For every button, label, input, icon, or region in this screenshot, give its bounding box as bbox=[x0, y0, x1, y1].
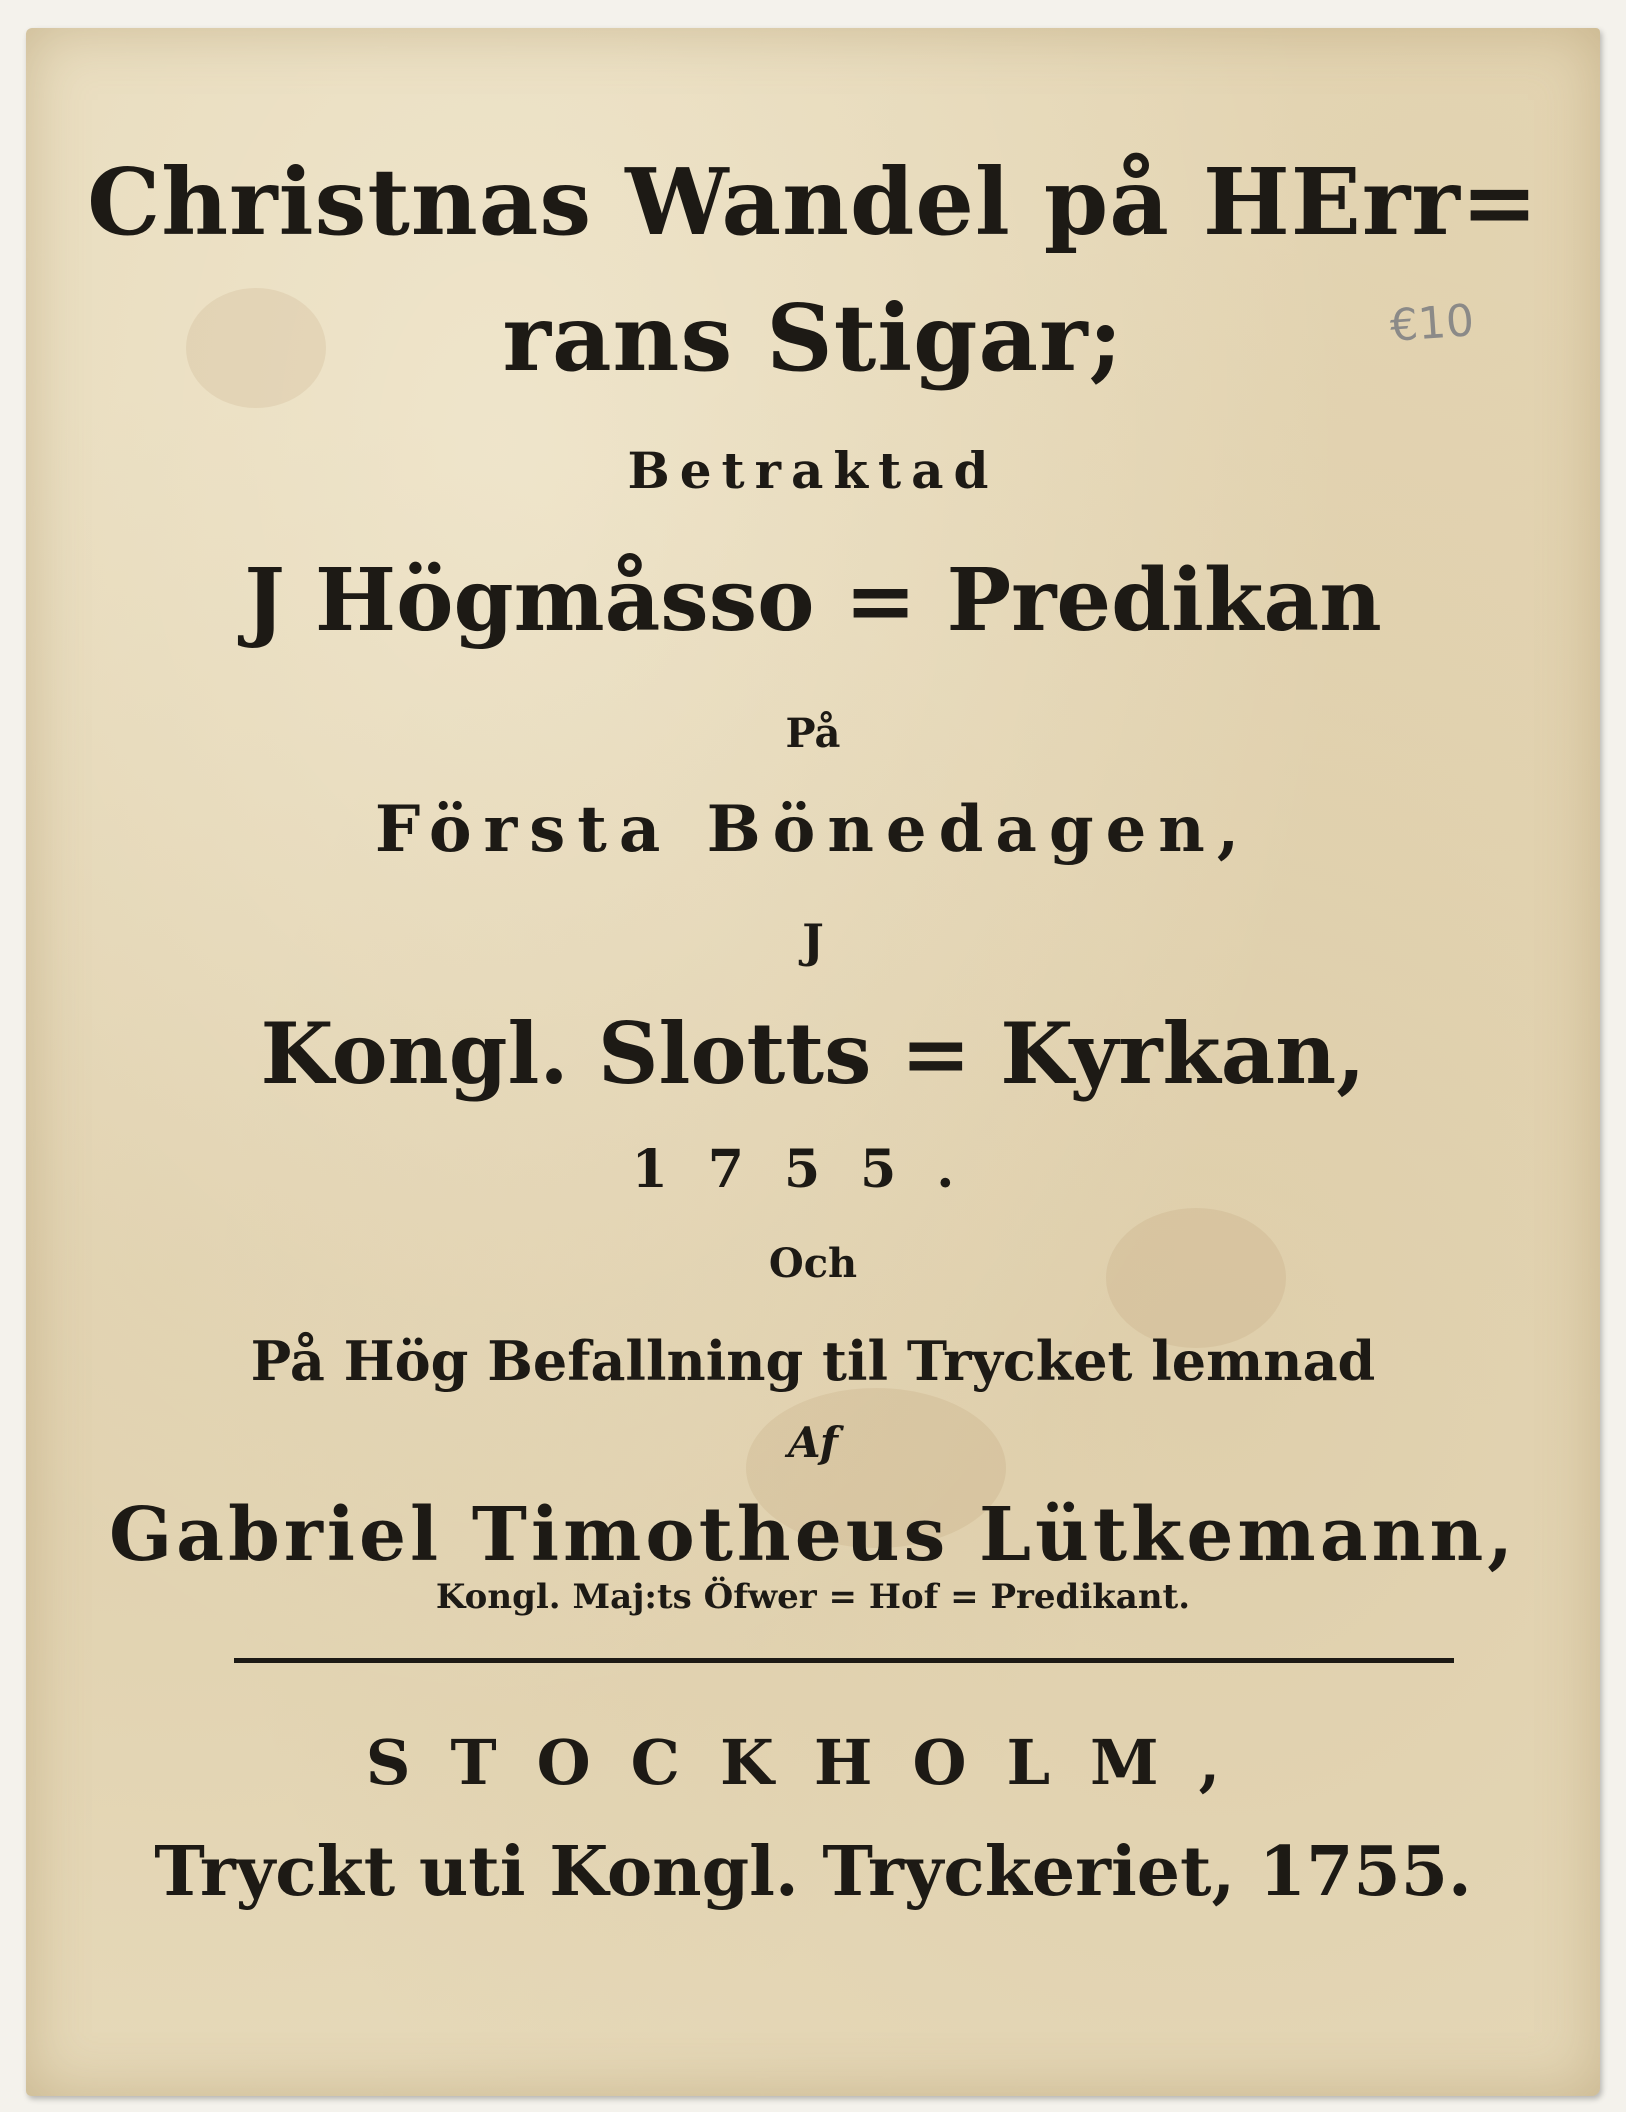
on-line: På bbox=[785, 710, 841, 757]
title-page bbox=[26, 28, 1600, 2096]
subtitle-betraktad: Betraktad bbox=[627, 441, 999, 500]
in-line: J bbox=[802, 914, 824, 968]
imprint-printer: Tryckt uti Kongl. Tryckeriet, 1755. bbox=[154, 1832, 1472, 1912]
author-title: Kongl. Maj:ts Öfwer = Hof = Predikant. bbox=[435, 1577, 1191, 1617]
by-line: Af bbox=[788, 1418, 838, 1467]
church-line: Kongl. Slotts = Kyrkan, bbox=[260, 1004, 1366, 1103]
title-line-2: rans Stigar; bbox=[502, 284, 1124, 392]
year-line: 1755. bbox=[631, 1139, 995, 1200]
title-line-1: Christnas Wandel på HErr= bbox=[87, 148, 1539, 256]
handwritten-price-note: €10 bbox=[1388, 295, 1476, 352]
and-line: Och bbox=[768, 1240, 858, 1287]
prayer-day-line: Första Bönedagen, bbox=[374, 792, 1252, 867]
command-line: På Hög Befallning til Trycket lemnad bbox=[250, 1329, 1376, 1393]
horizontal-rule bbox=[234, 1658, 1454, 1663]
author-name: Gabriel Timotheus Lütkemann, bbox=[108, 1492, 1518, 1578]
sermon-line: J Högmåsso = Predikan bbox=[244, 550, 1382, 651]
imprint-city: STOCKHOLM, bbox=[365, 1726, 1261, 1799]
